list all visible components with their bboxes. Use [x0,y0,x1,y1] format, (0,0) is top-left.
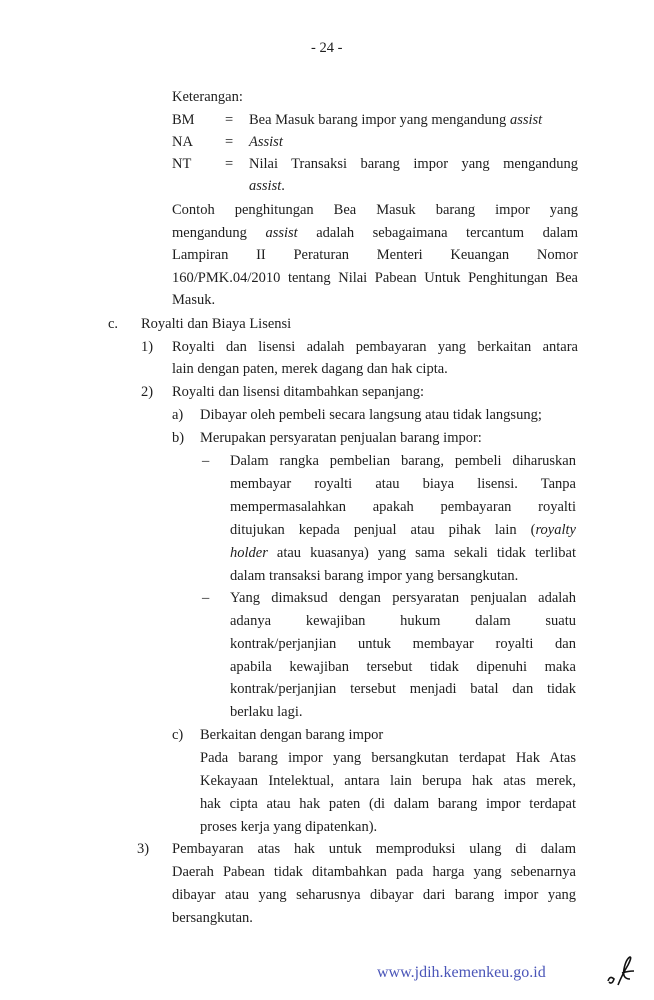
line: dalam transaksi barang impor yang bersangkutan. [230,568,519,584]
italic-term: assist [509,112,543,128]
line: Dalam rangka pembelian barang, pembeli diharuskan [230,453,576,469]
line: Merupakan persyaratan penjualan barang impor: [200,430,482,446]
abbr: NT [172,156,192,172]
footer-url-link[interactable]: www.jdih.kemenkeu.go.id [377,964,546,981]
definition-text-cont [249,177,285,195]
equals: = [225,134,234,150]
line: membayar royalti atau biaya lisensi. Tanpa [230,476,576,492]
line: mempermasalahkan apakah pembayaran royalti [230,499,576,515]
text: . [281,178,285,194]
dash-marker: – [202,453,210,469]
keterangan-heading: Keterangan: [172,89,243,105]
line [230,544,576,562]
definition-text [249,133,283,151]
text: adalah sebagaimana tercantum dalam [297,225,578,241]
line: Contoh penghitungan Bea Masuk barang impor yang [172,202,578,218]
line: berlaku lagi. [230,704,303,720]
definition-text: Nilai Transaksi barang impor yang mengandung [249,156,578,172]
line: Masuk. [172,292,216,308]
text: mengandung [172,225,266,241]
italic-term: royalty [535,522,576,538]
section-marker: c. [108,316,119,332]
line: Yang dimaksud dengan persyaratan penjualan adalah [230,590,576,606]
line: dibayar atau yang seharusnya dibayar dari barang impor yang [172,887,576,903]
line: Royalti dan lisensi ditambahkan sepanjang: [172,384,425,400]
line [172,224,578,242]
italic-term: assist [249,178,282,194]
line: lain dengan paten, merek dagang dan hak cipta. [172,361,448,377]
line: Daerah Pabean tidak ditambahkan pada harga yang sebenarnya [172,864,576,880]
abbr: BM [172,112,195,128]
line: Pada barang impor yang bersangkutan terdapat Hak Atas [200,750,576,766]
line: Royalti dan lisensi adalah pembayaran yang berkaitan antara [172,339,578,355]
line: proses kerja yang dipatenkan). [200,819,378,835]
line: Kekayaan Intelektual, antara lain berupa hak atas merek, [200,773,576,789]
line: adanya kewajiban hukum dalam suatu [230,613,576,629]
line [230,521,576,539]
italic-term: holder [230,545,268,561]
text: atau kuasanya) yang sama sekali tidak terlibat [267,545,576,561]
equals: = [225,112,234,128]
initial-signature-icon [604,955,640,989]
item-marker: 3) [137,841,150,857]
dash-marker: – [202,590,210,606]
item-marker: 2) [141,384,154,400]
item-marker: 1) [141,339,154,355]
line: Dibayar oleh pembeli secara langsung atau tidak langsung; [200,407,542,423]
italic-term: Assist [249,134,283,150]
line: 160/PMK.04/2010 tentang Nilai Pabean Untuk Penghitungan Bea [172,270,578,286]
abbr: NA [172,134,193,150]
line: kontrak/perjanjian untuk membayar royalti dan [230,636,576,652]
line: Berkaitan dengan barang impor [200,727,384,743]
item-marker: b) [172,430,185,446]
line: kontrak/perjanjian tersebut menjadi batal dan tidak [230,681,576,697]
line: apabila kewajiban tersebut tidak dipenuhi maka [230,659,576,675]
definition-text [249,111,542,129]
line: hak cipta atau hak paten (di dalam barang impor terdapat [200,796,576,812]
text: ditujukan kepada penjual atau pihak lain ( [230,522,536,538]
item-marker: a) [172,407,184,423]
page-number: - 24 - [311,40,343,56]
section-title: Royalti dan Biaya Lisensi [141,316,292,332]
line: Lampiran II Peraturan Menteri Keuangan Nomor [172,247,578,263]
item-marker: c) [172,727,184,743]
line: bersangkutan. [172,910,253,926]
text: Bea Masuk barang impor yang mengandung [249,112,510,128]
italic-term: assist [265,225,298,241]
equals: = [225,156,234,172]
line: Pembayaran atas hak untuk memproduksi ulang di dalam [172,841,576,857]
